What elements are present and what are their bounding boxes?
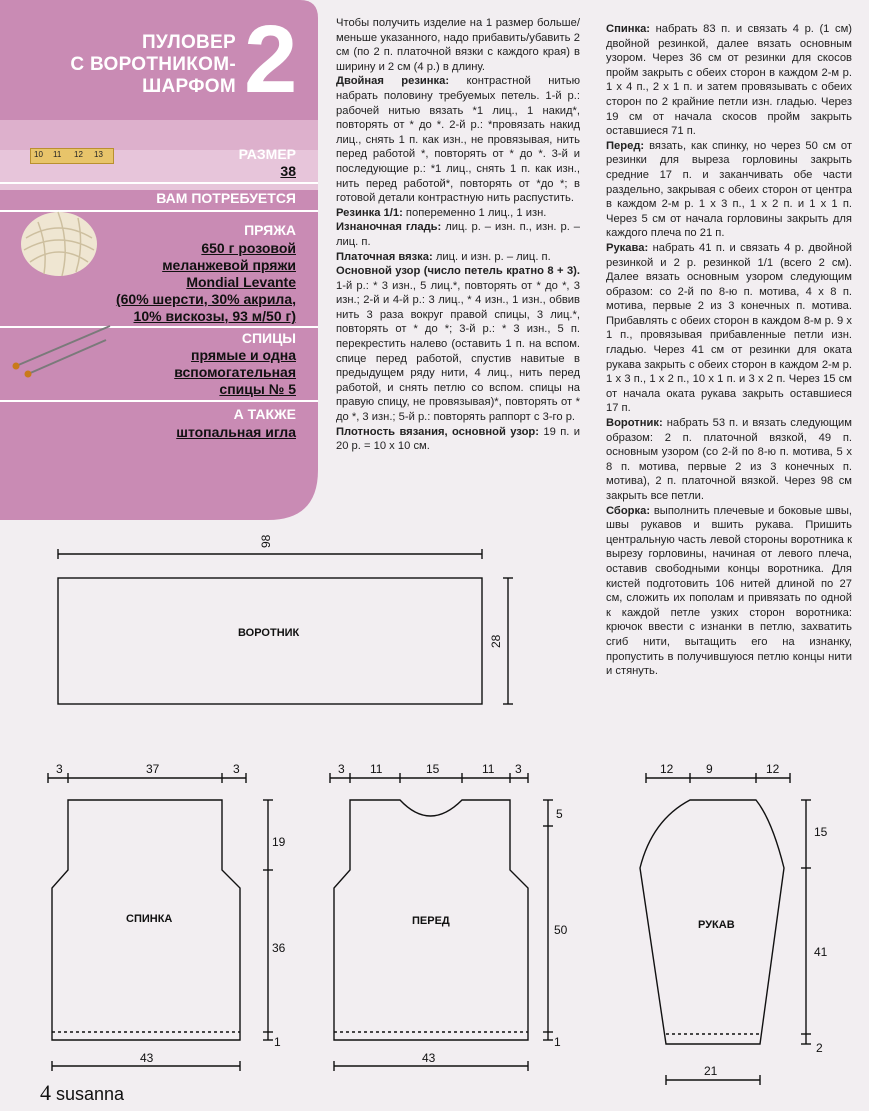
page-number: 4 bbox=[40, 1080, 51, 1105]
front-dim-4: 11 bbox=[482, 762, 495, 776]
sleeve-dim-rib: 2 bbox=[816, 1041, 823, 1055]
front-dim-5: 3 bbox=[515, 762, 522, 776]
front-dim-1: 3 bbox=[338, 762, 345, 776]
instruction-heading: Плотность вязания, основной узор: bbox=[336, 425, 539, 438]
page-footer bbox=[40, 1080, 124, 1106]
pattern-number: 2 bbox=[244, 6, 298, 113]
instruction-text: набрать 83 п. и связать 4 р. (1 см) двойной резинкой, далее вязать основным узором. Через 36 см от резинки для скосов пройм закрыть с обеих сторон в каждом 2-м р. 1 х 4 п., 2 х 1 п. и затем провязывать с обеих сторон по 2 крайние петли изн. гладью. Через 19 см от начала скосов пройм закрыть оставшиеся 71 п. bbox=[606, 23, 852, 138]
instruction-text: контрастной нитью набрать половину требуемых петель. 1-й р.: рабочей нитью вязать *1 лиц., 1 накид*, повторять от * до *. 2-й р.: *провязать накид лиц., снять 1 п. как изн., не провязывая, нить перед работой *, повторять от * до *. 3-й и последующие р.: *1 лиц., снять 1 п. как изн., нить перед работой*, повторять от *до *; в готовой детали контрастную нить распустить. bbox=[336, 75, 581, 205]
also-heading: А ТАКЖЕ bbox=[233, 406, 296, 422]
instruction-heading: Платочная вязка: bbox=[336, 250, 433, 263]
instruction-heading: Сборка: bbox=[606, 504, 651, 517]
collar-label: ВОРОТНИК bbox=[238, 627, 300, 639]
instruction-heading: Воротник: bbox=[606, 417, 663, 430]
sleeve-dim-body: 41 bbox=[814, 945, 828, 959]
instruction-heading: Изнаночная гладь: bbox=[336, 221, 442, 234]
instruction-heading: Рукава: bbox=[606, 241, 649, 254]
collar-shape bbox=[58, 578, 482, 704]
front-dim-bottom: 43 bbox=[422, 1051, 436, 1065]
back-dim-body: 36 bbox=[272, 941, 286, 955]
yarn-heading: ПРЯЖА bbox=[244, 222, 296, 238]
back-dim-top-left: 3 bbox=[56, 762, 63, 776]
size-value: 38 bbox=[280, 163, 296, 179]
collar-width-label: 98 bbox=[259, 534, 273, 548]
collar-height-label: 28 bbox=[489, 634, 503, 648]
instruction-heading: Основной узор (число петель кратно 8 + 3). bbox=[336, 265, 580, 278]
instruction-text: вязать, как спинку, но через 50 см от резинки для выреза горловины закрыть средние 17 п. и заканчивать обе части раздельно, закрывая с обеих сторон от центра в каждом 2-м р. 1 х 3 п., 1 х 2 п. и 1 х 1 п. Через 5 см от начала горловины закрыть для каждого плеча по 21 п. bbox=[606, 139, 852, 240]
back-dim-armhole: 19 bbox=[272, 835, 286, 849]
instruction-heading: Резинка 1/1: bbox=[336, 206, 403, 219]
instruction-text: набрать 41 п. и связать 4 р. двойной резинкой и 2 р. резинкой 1/1 (всего 2 см). Далее вязать основным узором следующим образом: со 2-й по 8-ю п. мотива, 4 х 8 п. мотива, первые 2 из 3 конечных п. мотива. Прибавлять с обеих сторон в каждом 8-м р. 9 х 1 п., провязывая прибавленные петли изн. гладью. Через 41 см от резинки для оката рукава закрыть с обеих сторон в каждом 2-м р. 1 х 3 п., 1 х 2 п., 10 х 1 п. и 3 х 2 п. Через 15 см от начала оката рукава закрыть оставшиеся 17 п. bbox=[606, 241, 852, 415]
front-dim-2: 11 bbox=[370, 762, 383, 776]
back-dim-rib: 1 bbox=[274, 1035, 281, 1049]
back-dim-bottom: 43 bbox=[140, 1051, 154, 1065]
back-label: СПИНКА bbox=[126, 913, 173, 925]
front-label: ПЕРЕД bbox=[412, 915, 450, 927]
instruction-text: 19 п. и 20 р. = 10 х 10 см. bbox=[336, 425, 581, 453]
instruction-text: попеременно 1 лиц., 1 изн. bbox=[402, 206, 547, 219]
back-dim-top-mid: 37 bbox=[146, 762, 160, 776]
needles-heading: СПИЦЫ bbox=[241, 330, 296, 346]
instruction-text: 1-й р.: * 3 изн., 5 лиц.*, повторять от * до *, 3 изн.; 2-й и 4-й р.: 3 лиц., * 4 изн., 1 изн., обвив нить 3 раза вокруг правой спицы, 3 лиц.*, повторять от * до *; 3-й р.: * 3 изн., 5 п. перекрестить налево (оставить 1 п. на вспом. спице перед работой, спустив навитые в предыдущем ряду нити, 4 лиц., нить перед работой, и снять петлю со вспом. спицы на правую спицу, не провязывая)*, повторять от * до *, 3 изн.; 5-й р.: повторять раппорт с 3-го р. bbox=[336, 279, 580, 424]
yarn-details: 650 г розовой меланжевой пряжи Mondial Levante (60% шерсти, 30% акрила, 10% вискозы, 93 м/50 г) bbox=[115, 240, 296, 324]
sleeve-dim-3: 12 bbox=[766, 762, 780, 776]
instruction-text: выполнить плечевые и боковые швы, швы рукавов и вшить рукава. Пришить центральную часть левой стороны воротника к вырезу горловины, начиная от левого плеча, оставив свободными концы воротника. Для кистей подготовить 106 нитей длиной по 27 см, сложить их пополам и привязать по одной к каждой петле узких сторон воротника: крючок ввести с изнанки в петлю, захватить сгиб нити, вытащить его на изнанку, пропустить в получившуюся петлю концы нити и стянуть. bbox=[606, 504, 852, 678]
front-dim-body: 50 bbox=[554, 923, 568, 937]
instruction-text: лиц. и изн. р. – лиц. п. bbox=[432, 250, 551, 263]
magazine-brand: susanna bbox=[56, 1084, 125, 1104]
front-dim-rib: 1 bbox=[554, 1035, 561, 1049]
sleeve-dim-cap: 15 bbox=[814, 825, 828, 839]
instruction-text: лиц. р. – изн. п., изн. р. – лиц. п. bbox=[336, 221, 580, 248]
materials-heading: ВАМ ПОТРЕБУЕТСЯ bbox=[156, 190, 296, 206]
also-details: штопальная игла bbox=[176, 424, 296, 440]
instruction-heading: Перед: bbox=[606, 139, 645, 152]
sleeve-label: РУКАВ bbox=[698, 919, 735, 931]
instruction-heading: Двойная резинка: bbox=[336, 75, 450, 88]
needles-details: прямые и одна вспомогательная спицы № 5 bbox=[174, 347, 296, 397]
front-dim-3: 15 bbox=[426, 762, 440, 776]
sleeve-dim-2: 9 bbox=[706, 762, 713, 776]
instruction-heading: Спинка: bbox=[606, 23, 651, 35]
front-dim-neck: 5 bbox=[556, 807, 563, 821]
sleeve-dim-bottom: 21 bbox=[704, 1064, 718, 1078]
pattern-title: ПУЛОВЕР С ВОРОТНИКОМ- ШАРФОМ bbox=[70, 32, 236, 97]
size-heading: РАЗМЕР bbox=[238, 146, 296, 162]
sleeve-dim-1: 12 bbox=[660, 762, 674, 776]
instruction-text: Чтобы получить изделие на 1 размер больше/меньше указанного, надо прибавить/убавить 2 см (по 2 п. платочной вязки с каждого края) в ширину и 2 см (4 р.) в длину. bbox=[336, 17, 580, 73]
tape-measure-icon: 10 11 12 13 bbox=[30, 148, 114, 164]
back-dim-top-right: 3 bbox=[233, 762, 240, 776]
instruction-text: набрать 53 п. и вязать следующим образом: 2 п. платочной вязкой, 49 п. основным узором (со 2-й по 8-ю п. мотива, 5 х 8 п. мотива, первые 2 из 3 конечных п. мотива), 2 п. платочной вязкой. Через 98 см закрыть все петли. bbox=[606, 417, 852, 502]
